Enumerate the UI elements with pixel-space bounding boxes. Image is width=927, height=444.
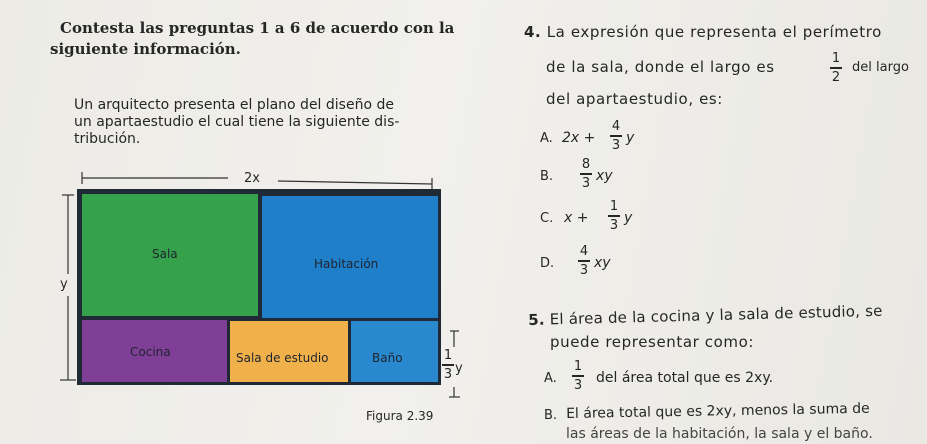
question-4-option-b[interactable]: [540, 158, 680, 196]
room-bano-label: Baño: [372, 351, 403, 365]
q5-option-a-fraction: 1 3: [573, 359, 583, 393]
top-dimension-label: 2x: [244, 171, 260, 186]
question-4-line-2b: del largo: [852, 60, 909, 75]
option-c-post: y: [624, 210, 633, 226]
question-5-option-b[interactable]: [544, 400, 927, 444]
option-a-fraction: 4 3: [611, 119, 621, 153]
q5-option-b-line-1: El área total que es 2xy, menos la suma de: [566, 400, 870, 422]
instructions-line-2: siguiente información.: [50, 40, 241, 58]
option-c-fraction: 1 3: [609, 199, 619, 233]
question-4-line-1: [524, 23, 882, 41]
room-habitacion-label: Habitación: [314, 257, 379, 271]
context-line-2: un apartaestudio el cual tiene la siguiente dis-: [74, 114, 400, 130]
question-4-option-a[interactable]: [540, 120, 680, 158]
instructions-line-1: Contesta las preguntas 1 a 6 de acuerdo con la: [60, 19, 455, 37]
option-a-post: y: [626, 130, 635, 146]
room-cocina-label: Cocina: [130, 345, 171, 359]
small-dimension-var: y: [455, 361, 463, 376]
question-4-number: 4.: [524, 23, 542, 41]
context-line-3: tribución.: [74, 131, 141, 147]
question-4-text-1: La expresión que representa el perímetro: [546, 23, 882, 41]
q5-option-b-line-2: las áreas de la habitación, la sala y el baño.: [566, 426, 873, 442]
q5-option-b-letter: B.: [544, 408, 558, 423]
question-5-text-1: El área de la cocina y la sala de estudio, se: [549, 301, 883, 329]
question-4-fraction: 1 2: [831, 51, 841, 85]
option-c-pre: x +: [564, 210, 589, 226]
option-d-letter: D.: [540, 256, 555, 271]
context-line-1: Un arquitecto presenta el plano del diseño de: [74, 97, 394, 113]
option-b-fraction: 8 3: [581, 157, 591, 191]
option-b-post: xy: [596, 168, 613, 184]
small-dimension-fraction: 1 3: [443, 348, 453, 382]
question-4-line-3: del apartaestudio, es:: [546, 90, 723, 108]
question-5-option-a[interactable]: [544, 360, 844, 398]
question-5-number: 5.: [528, 310, 546, 329]
figure-caption: Figura 2.39: [366, 409, 434, 423]
question-5-line-2: puede representar como:: [550, 333, 755, 351]
question-4-option-d[interactable]: [540, 245, 680, 283]
side-dimension-label: y: [60, 277, 68, 292]
option-d-fraction: 4 3: [579, 244, 589, 278]
room-sala-estudio-label: Sala de estudio: [236, 351, 329, 365]
room-sala-label: Sala: [152, 247, 178, 261]
q5-option-a-letter: A.: [544, 371, 557, 386]
question-4-line-2a: de la sala, donde el largo es: [546, 58, 775, 76]
option-a-pre: 2x +: [562, 130, 596, 146]
option-b-letter: B.: [540, 169, 554, 184]
question-4-option-c[interactable]: [540, 200, 680, 238]
option-c-letter: C.: [540, 211, 554, 226]
option-d-post: xy: [594, 255, 611, 271]
q5-option-a-post: del área total que es 2xy.: [596, 370, 774, 386]
option-a-letter: A.: [540, 131, 553, 146]
